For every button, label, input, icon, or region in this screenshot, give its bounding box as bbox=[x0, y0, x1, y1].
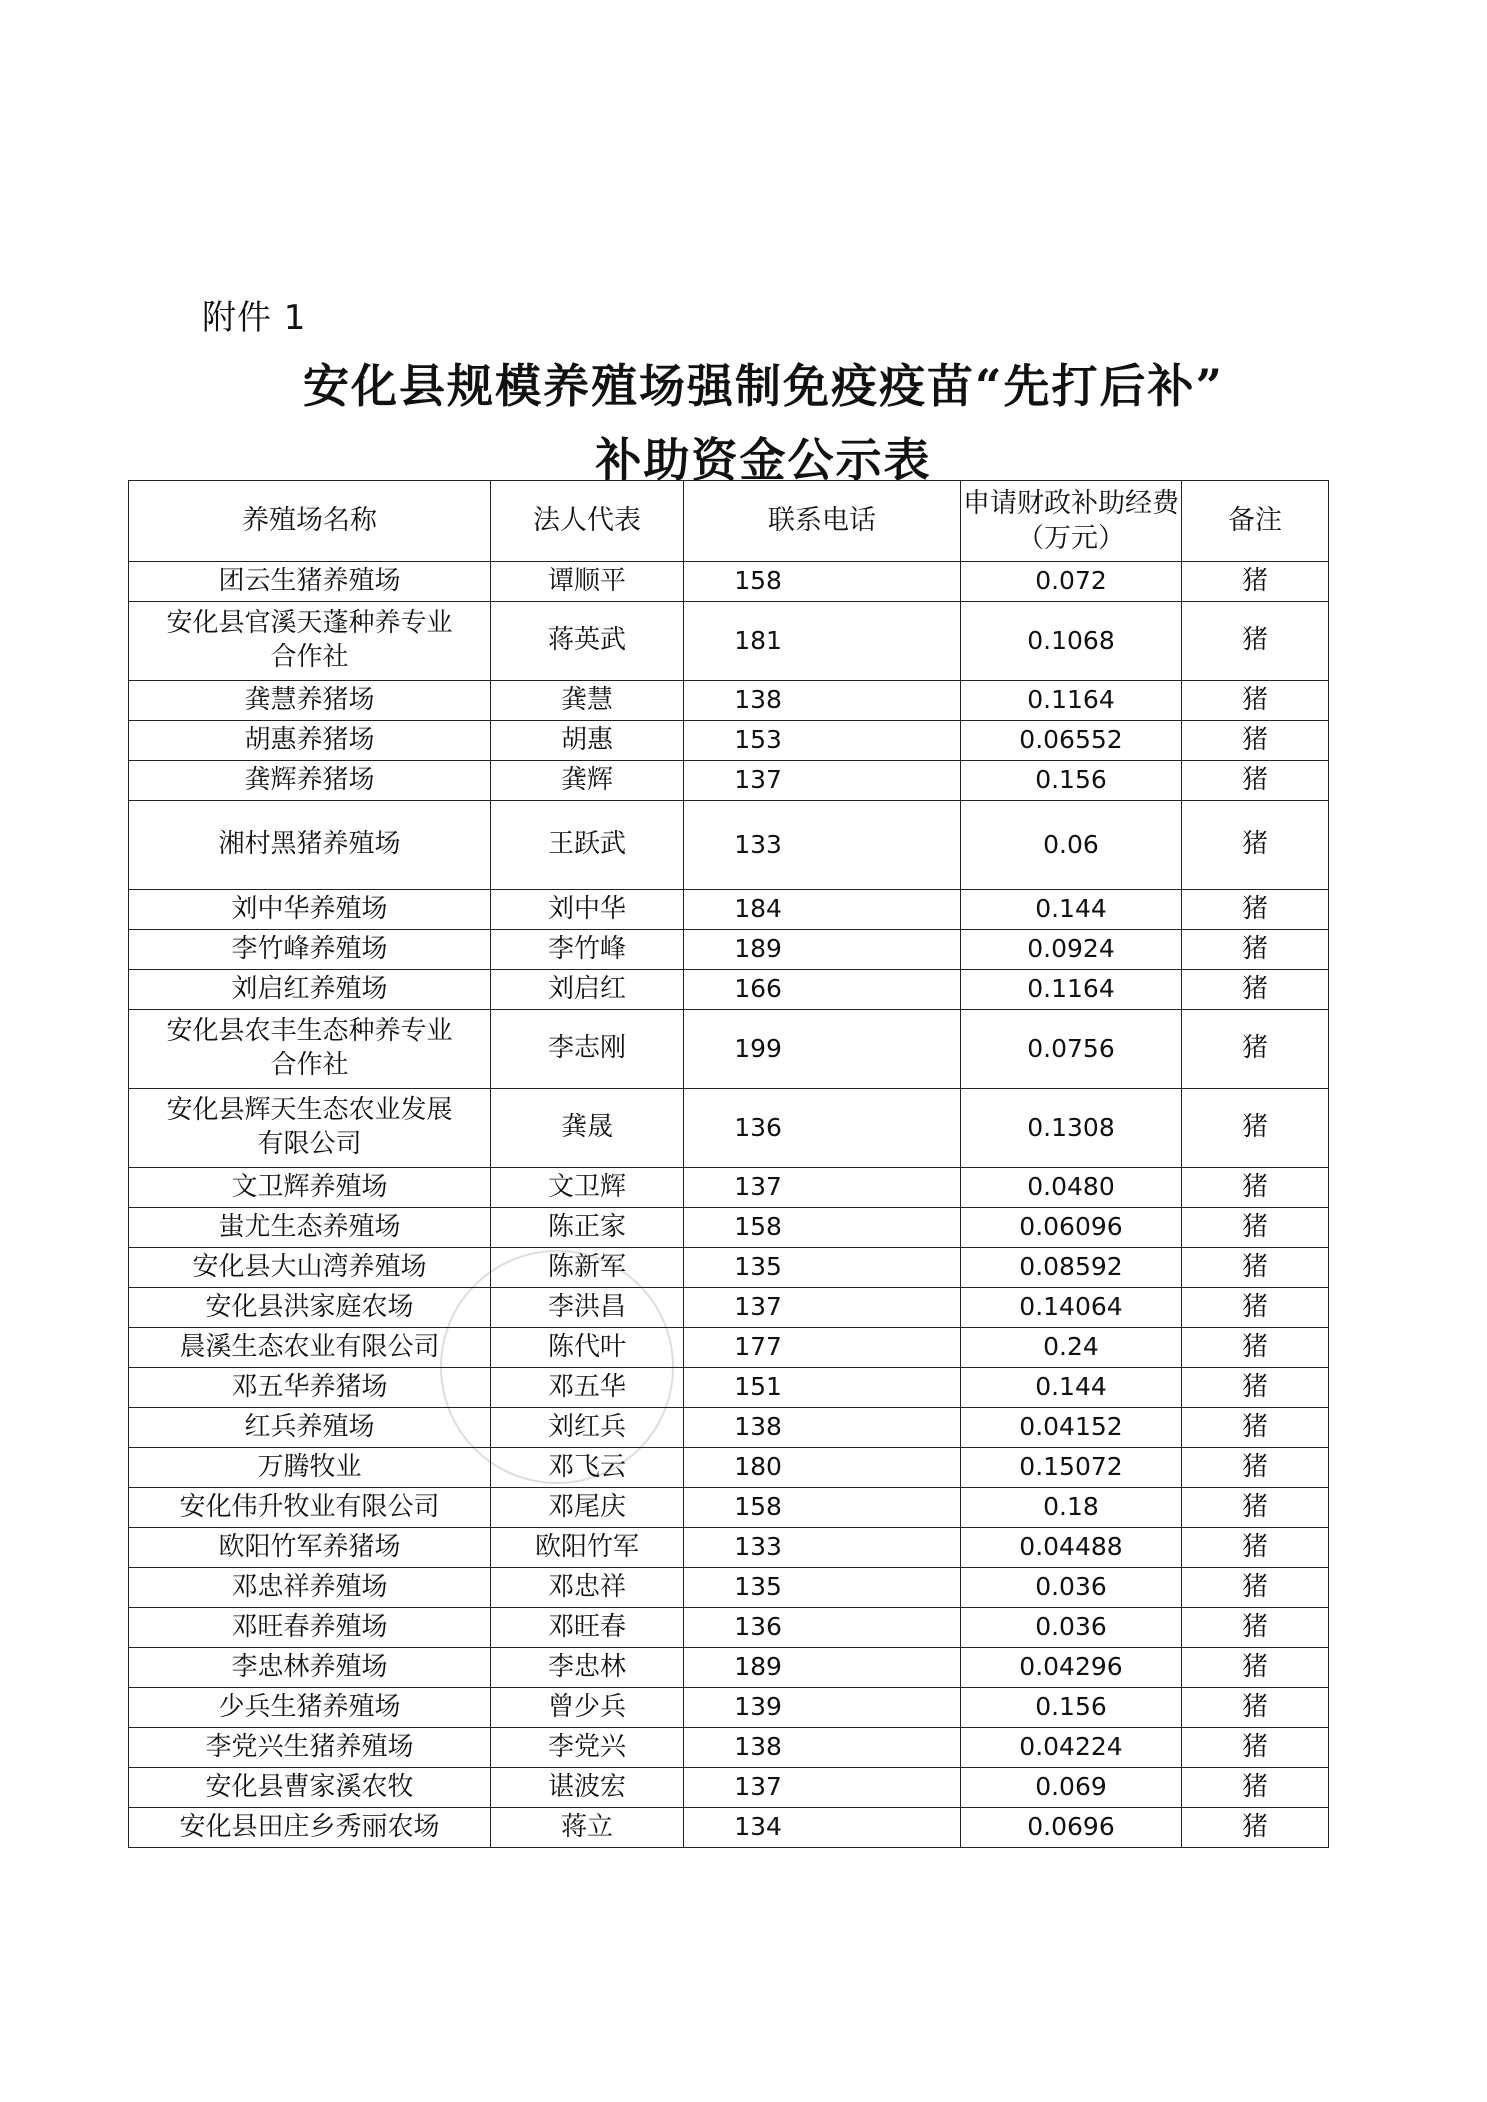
amount-cell: 0.144 bbox=[961, 890, 1182, 930]
phone-redacted bbox=[684, 1608, 960, 1647]
phone-redacted bbox=[684, 1089, 960, 1167]
amount-cell: 0.0696 bbox=[961, 1808, 1182, 1848]
legal-rep-cell: 刘中华 bbox=[491, 890, 684, 930]
table-row bbox=[129, 1728, 1329, 1768]
phone-redacted bbox=[684, 602, 960, 680]
phone-start: 137 bbox=[734, 1772, 782, 1802]
redaction-mask bbox=[828, 721, 920, 761]
farm-name-cell: 邓忠祥养殖场 bbox=[129, 1568, 491, 1608]
phone-start: 135 bbox=[734, 1252, 782, 1282]
legal-rep-cell: 刘启红 bbox=[491, 970, 684, 1010]
amount-cell: 0.156 bbox=[961, 761, 1182, 801]
page-title-line1: 安化县规模养殖场强制免疫疫苗“先打后补” bbox=[303, 359, 1224, 413]
farm-name-line: 合作社 bbox=[270, 1050, 349, 1080]
farm-name-cell: 李竹峰养殖场 bbox=[129, 930, 491, 970]
table-row bbox=[129, 1808, 1329, 1848]
legal-rep-cell: 谭顺平 bbox=[491, 562, 684, 602]
table-row bbox=[129, 562, 1329, 602]
note-cell: 猪 bbox=[1182, 1288, 1329, 1328]
redaction-mask bbox=[828, 1688, 920, 1728]
farm-name-cell: 龚辉养猪场 bbox=[129, 761, 491, 801]
phone-redacted bbox=[684, 890, 960, 929]
farm-name-cell: 龚慧养猪场 bbox=[129, 681, 491, 721]
phone-start: 158 bbox=[734, 566, 782, 596]
redaction-mask bbox=[828, 1608, 920, 1648]
phone-start: 136 bbox=[734, 1612, 782, 1642]
farm-name-cell: 安化县曹家溪农牧 bbox=[129, 1768, 491, 1808]
redaction-mask bbox=[828, 890, 920, 930]
table-row bbox=[129, 1608, 1329, 1648]
redaction-mask bbox=[828, 1288, 920, 1328]
redaction-mask bbox=[828, 1089, 920, 1168]
phone-redacted bbox=[684, 1728, 960, 1767]
phone-start: 184 bbox=[734, 894, 782, 924]
amount-cell: 0.0924 bbox=[961, 930, 1182, 970]
farm-name-cell: 安化县洪家庭农场 bbox=[129, 1288, 491, 1328]
note-cell: 猪 bbox=[1182, 562, 1329, 602]
note-cell: 猪 bbox=[1182, 1448, 1329, 1488]
table-row bbox=[129, 1010, 1329, 1089]
redaction-mask bbox=[828, 1528, 920, 1568]
phone-redacted bbox=[684, 761, 960, 800]
phone-start: 136 bbox=[734, 1112, 782, 1142]
note-cell: 猪 bbox=[1182, 1168, 1329, 1208]
farm-name-cell: 团云生猪养殖场 bbox=[129, 562, 491, 602]
phone-redacted bbox=[684, 1448, 960, 1487]
legal-rep-cell: 邓五华 bbox=[491, 1368, 684, 1408]
phone-cell bbox=[684, 1648, 961, 1688]
phone-start: 133 bbox=[734, 829, 782, 859]
phone-start: 199 bbox=[734, 1033, 782, 1063]
farm-name-cell: 少兵生猪养殖场 bbox=[129, 1688, 491, 1728]
note-cell: 猪 bbox=[1182, 761, 1329, 801]
redaction-mask bbox=[828, 1648, 920, 1688]
note-cell: 猪 bbox=[1182, 1608, 1329, 1648]
phone-start: 138 bbox=[734, 1412, 782, 1442]
column-header-note: 备注 bbox=[1182, 481, 1329, 562]
phone-cell bbox=[684, 1368, 961, 1408]
amount-cell: 0.04224 bbox=[961, 1728, 1182, 1768]
redaction-mask bbox=[828, 681, 920, 721]
redaction-mask bbox=[828, 562, 920, 602]
phone-start: 158 bbox=[734, 1492, 782, 1522]
phone-redacted bbox=[684, 562, 960, 601]
phone-cell bbox=[684, 1010, 961, 1089]
redaction-mask bbox=[828, 1368, 920, 1408]
farm-name-cell: 刘启红养殖场 bbox=[129, 970, 491, 1010]
table-row bbox=[129, 1208, 1329, 1248]
amount-cell: 0.24 bbox=[961, 1328, 1182, 1368]
farm-name-line: 安化县官溪天蓬种养专业 bbox=[166, 608, 453, 639]
phone-cell bbox=[684, 1328, 961, 1368]
redaction-mask bbox=[828, 1328, 920, 1368]
phone-cell bbox=[684, 1528, 961, 1568]
phone-start: 153 bbox=[734, 725, 782, 755]
amount-cell: 0.14064 bbox=[961, 1288, 1182, 1328]
phone-redacted bbox=[684, 1168, 960, 1207]
amount-cell: 0.1164 bbox=[961, 970, 1182, 1010]
amount-cell: 0.04152 bbox=[961, 1408, 1182, 1448]
table-header-row bbox=[129, 481, 1329, 562]
note-cell: 猪 bbox=[1182, 721, 1329, 761]
phone-redacted bbox=[684, 801, 960, 889]
legal-rep-cell: 龚慧 bbox=[491, 681, 684, 721]
legal-rep-cell: 刘红兵 bbox=[491, 1408, 684, 1448]
redaction-mask bbox=[828, 1448, 920, 1488]
table-row bbox=[129, 602, 1329, 681]
phone-cell bbox=[684, 562, 961, 602]
phone-start: 139 bbox=[734, 1692, 782, 1722]
phone-redacted bbox=[684, 1248, 960, 1287]
phone-redacted bbox=[684, 1568, 960, 1607]
farm-name-line: 安化县辉天生态农业发展 bbox=[166, 1095, 453, 1126]
farm-name-cell: 万腾牧业 bbox=[129, 1448, 491, 1488]
phone-redacted bbox=[684, 970, 960, 1009]
table-row bbox=[129, 1288, 1329, 1328]
redaction-mask bbox=[828, 602, 920, 681]
table-row bbox=[129, 1089, 1329, 1168]
phone-start: 177 bbox=[734, 1332, 782, 1362]
phone-cell bbox=[684, 801, 961, 890]
farm-name-line: 合作社 bbox=[270, 642, 349, 672]
phone-cell bbox=[684, 1408, 961, 1448]
phone-cell bbox=[684, 1608, 961, 1648]
farm-name-cell: 邓五华养猪场 bbox=[129, 1368, 491, 1408]
farm-name-line: 有限公司 bbox=[257, 1129, 362, 1159]
amount-cell: 0.18 bbox=[961, 1488, 1182, 1528]
phone-start: 189 bbox=[734, 934, 782, 964]
legal-rep-cell: 邓飞云 bbox=[491, 1448, 684, 1488]
table-row bbox=[129, 1568, 1329, 1608]
phone-redacted bbox=[684, 1768, 960, 1807]
legal-rep-cell: 蒋英武 bbox=[491, 602, 684, 681]
legal-rep-cell: 蒋立 bbox=[491, 1808, 684, 1848]
table-row bbox=[129, 1368, 1329, 1408]
legal-rep-cell: 陈新军 bbox=[491, 1248, 684, 1288]
note-cell: 猪 bbox=[1182, 602, 1329, 681]
farm-name-cell: 邓旺春养殖场 bbox=[129, 1608, 491, 1648]
amount-cell: 0.08592 bbox=[961, 1248, 1182, 1288]
legal-rep-cell: 李竹峰 bbox=[491, 930, 684, 970]
phone-cell bbox=[684, 930, 961, 970]
redaction-mask bbox=[828, 1808, 920, 1848]
phone-start: 181 bbox=[734, 625, 782, 655]
amount-cell: 0.0756 bbox=[961, 1010, 1182, 1089]
table-row bbox=[129, 1648, 1329, 1688]
phone-start: 135 bbox=[734, 1572, 782, 1602]
column-header-farm-name: 养殖场名称 bbox=[129, 481, 491, 562]
phone-redacted bbox=[684, 1688, 960, 1727]
phone-cell bbox=[684, 1448, 961, 1488]
note-cell: 猪 bbox=[1182, 1528, 1329, 1568]
amount-cell: 0.069 bbox=[961, 1768, 1182, 1808]
note-cell: 猪 bbox=[1182, 970, 1329, 1010]
phone-cell bbox=[684, 1248, 961, 1288]
phone-redacted bbox=[684, 1408, 960, 1447]
amount-cell: 0.1164 bbox=[961, 681, 1182, 721]
note-cell: 猪 bbox=[1182, 890, 1329, 930]
amount-cell: 0.06096 bbox=[961, 1208, 1182, 1248]
phone-redacted bbox=[684, 1328, 960, 1367]
redaction-mask bbox=[828, 1168, 920, 1208]
redaction-mask bbox=[828, 761, 920, 801]
attachment-label: 附件 1 bbox=[202, 298, 307, 338]
phone-start: 133 bbox=[734, 1532, 782, 1562]
subsidy-table bbox=[128, 480, 1329, 1848]
note-cell: 猪 bbox=[1182, 1089, 1329, 1168]
phone-redacted bbox=[684, 1528, 960, 1567]
phone-cell bbox=[684, 1808, 961, 1848]
legal-rep-cell: 李忠林 bbox=[491, 1648, 684, 1688]
phone-cell bbox=[684, 1568, 961, 1608]
farm-name-line: 安化县农丰生态种养专业 bbox=[166, 1016, 453, 1047]
amount-cell: 0.1068 bbox=[961, 602, 1182, 681]
legal-rep-cell: 李党兴 bbox=[491, 1728, 684, 1768]
phone-redacted bbox=[684, 1808, 960, 1847]
note-cell: 猪 bbox=[1182, 1208, 1329, 1248]
farm-name-cell: 文卫辉养殖场 bbox=[129, 1168, 491, 1208]
amount-cell: 0.1308 bbox=[961, 1089, 1182, 1168]
legal-rep-cell: 陈代叶 bbox=[491, 1328, 684, 1368]
farm-name-cell: 红兵养殖场 bbox=[129, 1408, 491, 1448]
farm-name-cell: 晨溪生态农业有限公司 bbox=[129, 1328, 491, 1368]
legal-rep-cell: 邓尾庆 bbox=[491, 1488, 684, 1528]
phone-cell bbox=[684, 761, 961, 801]
legal-rep-cell: 陈正家 bbox=[491, 1208, 684, 1248]
phone-redacted bbox=[684, 930, 960, 969]
redaction-mask bbox=[828, 1208, 920, 1248]
table-row bbox=[129, 1448, 1329, 1488]
phone-start: 137 bbox=[734, 765, 782, 795]
note-cell: 猪 bbox=[1182, 1568, 1329, 1608]
note-cell: 猪 bbox=[1182, 1808, 1329, 1848]
column-header-legal-rep: 法人代表 bbox=[491, 481, 684, 562]
phone-cell bbox=[684, 1768, 961, 1808]
redaction-mask bbox=[828, 1568, 920, 1608]
table-row bbox=[129, 930, 1329, 970]
redaction-mask bbox=[828, 970, 920, 1010]
table-row bbox=[129, 1528, 1329, 1568]
amount-cell: 0.156 bbox=[961, 1688, 1182, 1728]
amount-cell: 0.04296 bbox=[961, 1648, 1182, 1688]
legal-rep-cell: 李志刚 bbox=[491, 1010, 684, 1089]
table-body bbox=[129, 562, 1329, 1848]
note-cell: 猪 bbox=[1182, 930, 1329, 970]
legal-rep-cell: 曾少兵 bbox=[491, 1688, 684, 1728]
phone-start: 137 bbox=[734, 1172, 782, 1202]
table-row bbox=[129, 1768, 1329, 1808]
note-cell: 猪 bbox=[1182, 1728, 1329, 1768]
phone-redacted bbox=[684, 1288, 960, 1327]
amount-cell: 0.036 bbox=[961, 1568, 1182, 1608]
farm-name-cell: 李党兴生猪养殖场 bbox=[129, 1728, 491, 1768]
note-cell: 猪 bbox=[1182, 1408, 1329, 1448]
phone-redacted bbox=[684, 1368, 960, 1407]
farm-name-cell: 安化县大山湾养殖场 bbox=[129, 1248, 491, 1288]
phone-cell bbox=[684, 1168, 961, 1208]
legal-rep-cell: 欧阳竹军 bbox=[491, 1528, 684, 1568]
phone-start: 189 bbox=[734, 1652, 782, 1682]
redaction-mask bbox=[828, 1728, 920, 1768]
amount-cell: 0.06552 bbox=[961, 721, 1182, 761]
phone-start: 158 bbox=[734, 1212, 782, 1242]
farm-name-cell: 李忠林养殖场 bbox=[129, 1648, 491, 1688]
phone-start: 180 bbox=[734, 1452, 782, 1482]
redaction-mask bbox=[828, 1768, 920, 1808]
page-title-line2: 补助资金公示表 bbox=[595, 433, 932, 487]
table-row bbox=[129, 970, 1329, 1010]
phone-cell bbox=[684, 1288, 961, 1328]
phone-cell bbox=[684, 1728, 961, 1768]
farm-name-cell: 安化伟升牧业有限公司 bbox=[129, 1488, 491, 1528]
legal-rep-cell: 王跃武 bbox=[491, 801, 684, 890]
phone-start: 134 bbox=[734, 1812, 782, 1842]
amount-cell: 0.15072 bbox=[961, 1448, 1182, 1488]
phone-cell bbox=[684, 721, 961, 761]
table-row bbox=[129, 721, 1329, 761]
phone-redacted bbox=[684, 1648, 960, 1687]
note-cell: 猪 bbox=[1182, 1248, 1329, 1288]
legal-rep-cell: 谌波宏 bbox=[491, 1768, 684, 1808]
phone-cell bbox=[684, 1089, 961, 1168]
farm-name-cell bbox=[129, 602, 491, 681]
redaction-mask bbox=[828, 1010, 920, 1089]
phone-cell bbox=[684, 1488, 961, 1528]
table-row bbox=[129, 1328, 1329, 1368]
phone-redacted bbox=[684, 1010, 960, 1088]
table-row bbox=[129, 1168, 1329, 1208]
amount-cell: 0.06 bbox=[961, 801, 1182, 890]
note-cell: 猪 bbox=[1182, 1368, 1329, 1408]
column-header-amount: 申请财政补助经费（万元） bbox=[961, 481, 1182, 562]
phone-cell bbox=[684, 602, 961, 681]
farm-name-cell bbox=[129, 1089, 491, 1168]
amount-cell: 0.072 bbox=[961, 562, 1182, 602]
redaction-mask bbox=[828, 801, 920, 890]
farm-name-cell: 欧阳竹军养猪场 bbox=[129, 1528, 491, 1568]
redaction-mask bbox=[828, 1408, 920, 1448]
farm-name-cell: 蚩尤生态养殖场 bbox=[129, 1208, 491, 1248]
phone-redacted bbox=[684, 681, 960, 720]
note-cell: 猪 bbox=[1182, 1488, 1329, 1528]
farm-name-cell: 刘中华养殖场 bbox=[129, 890, 491, 930]
amount-cell: 0.0480 bbox=[961, 1168, 1182, 1208]
table-row bbox=[129, 1488, 1329, 1528]
note-cell: 猪 bbox=[1182, 1768, 1329, 1808]
phone-redacted bbox=[684, 1488, 960, 1527]
amount-cell: 0.036 bbox=[961, 1608, 1182, 1648]
phone-cell bbox=[684, 970, 961, 1010]
redaction-mask bbox=[828, 1488, 920, 1528]
phone-cell bbox=[684, 681, 961, 721]
phone-start: 151 bbox=[734, 1372, 782, 1402]
phone-start: 166 bbox=[734, 974, 782, 1004]
table-row bbox=[129, 1688, 1329, 1728]
legal-rep-cell: 李洪昌 bbox=[491, 1288, 684, 1328]
column-header-phone: 联系电话 bbox=[684, 481, 961, 562]
phone-cell bbox=[684, 1688, 961, 1728]
phone-start: 137 bbox=[734, 1292, 782, 1322]
legal-rep-cell: 文卫辉 bbox=[491, 1168, 684, 1208]
amount-cell: 0.144 bbox=[961, 1368, 1182, 1408]
table-row bbox=[129, 890, 1329, 930]
note-cell: 猪 bbox=[1182, 1328, 1329, 1368]
farm-name-cell: 安化县田庄乡秀丽农场 bbox=[129, 1808, 491, 1848]
farm-name-cell: 胡惠养猪场 bbox=[129, 721, 491, 761]
farm-name-cell: 湘村黑猪养殖场 bbox=[129, 801, 491, 890]
note-cell: 猪 bbox=[1182, 1010, 1329, 1089]
phone-cell bbox=[684, 1208, 961, 1248]
note-cell: 猪 bbox=[1182, 681, 1329, 721]
note-cell: 猪 bbox=[1182, 1688, 1329, 1728]
legal-rep-cell: 邓忠祥 bbox=[491, 1568, 684, 1608]
table-row bbox=[129, 1408, 1329, 1448]
phone-start: 138 bbox=[734, 1732, 782, 1762]
redaction-mask bbox=[828, 1248, 920, 1288]
phone-start: 138 bbox=[734, 685, 782, 715]
phone-redacted bbox=[684, 1208, 960, 1247]
table-row bbox=[129, 801, 1329, 890]
note-cell: 猪 bbox=[1182, 801, 1329, 890]
legal-rep-cell: 龚晟 bbox=[491, 1089, 684, 1168]
table-row bbox=[129, 761, 1329, 801]
legal-rep-cell: 邓旺春 bbox=[491, 1608, 684, 1648]
amount-cell: 0.04488 bbox=[961, 1528, 1182, 1568]
note-cell: 猪 bbox=[1182, 1648, 1329, 1688]
table-row bbox=[129, 681, 1329, 721]
table-row bbox=[129, 1248, 1329, 1288]
phone-cell bbox=[684, 890, 961, 930]
redaction-mask bbox=[828, 930, 920, 970]
legal-rep-cell: 龚辉 bbox=[491, 761, 684, 801]
legal-rep-cell: 胡惠 bbox=[491, 721, 684, 761]
farm-name-cell bbox=[129, 1010, 491, 1089]
phone-redacted bbox=[684, 721, 960, 760]
